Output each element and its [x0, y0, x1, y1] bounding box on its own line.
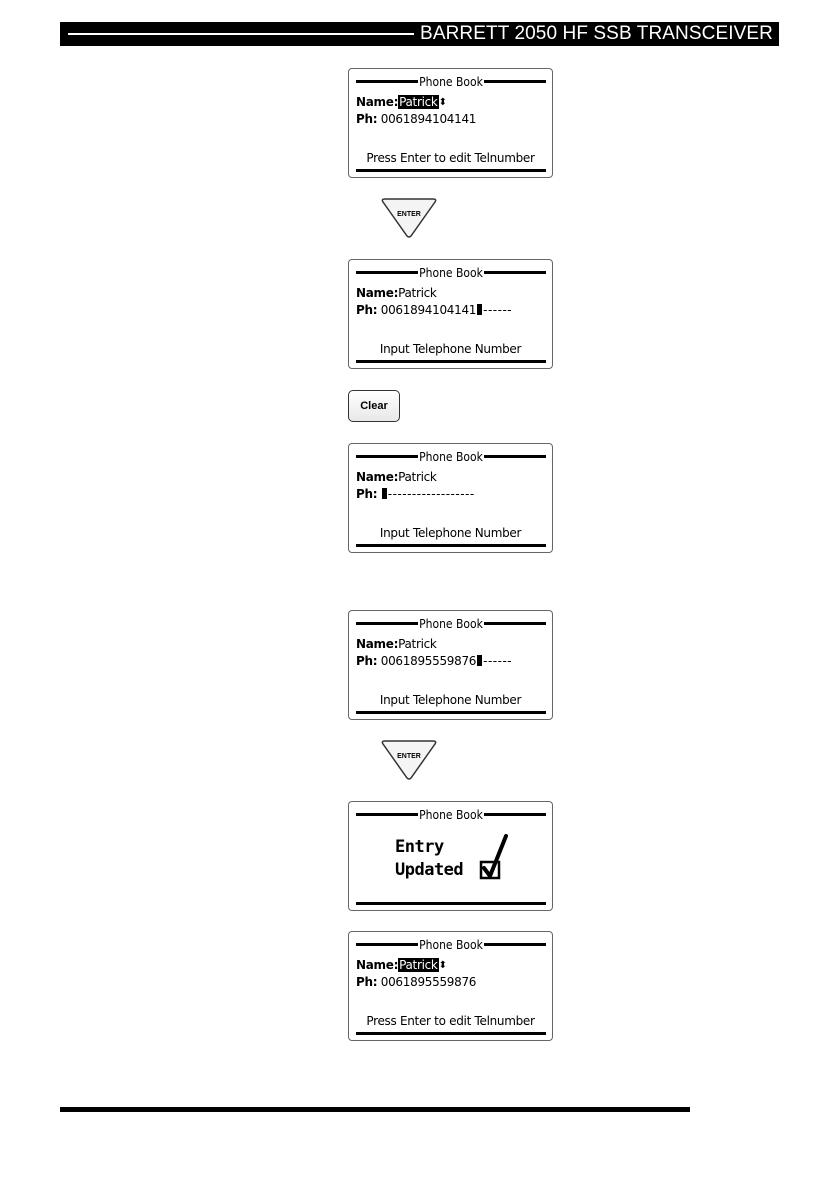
name-label: Name: — [356, 286, 399, 300]
phone-line — [356, 112, 476, 127]
phone-value: 0061894104141 — [380, 303, 477, 317]
text-cursor — [382, 488, 387, 499]
clear-button[interactable]: Clear — [348, 390, 400, 422]
enter-button[interactable] — [380, 740, 438, 780]
enter-button-label: ENTER — [397, 753, 421, 760]
name-value: Patrick — [398, 470, 437, 484]
name-line — [356, 95, 447, 110]
lcd-screen-4 — [348, 610, 553, 720]
screen-message: Input Telephone Number — [379, 526, 522, 540]
ph-label: Ph: — [356, 303, 378, 317]
phone-placeholder-dashes: ------------------ — [387, 487, 475, 501]
name-line — [356, 470, 437, 485]
screen-message: Input Telephone Number — [379, 693, 522, 707]
ph-label: Ph: — [356, 487, 378, 501]
phone-placeholder-dashes: ------ — [483, 654, 513, 668]
bottom-rule — [356, 902, 546, 905]
header-title: BARRETT 2050 HF SSB TRANSCEIVER — [420, 23, 773, 44]
screen-title: Phone Book — [419, 450, 483, 464]
lcd-screen-1 — [348, 68, 553, 178]
screen-title: Phone Book — [419, 617, 483, 631]
phone-value: 0061895559876 — [380, 975, 477, 989]
screen-title: Phone Book — [419, 938, 483, 952]
screen-title-row — [356, 937, 546, 953]
phone-value: 0061894104141 — [380, 112, 477, 126]
phone-line — [356, 303, 512, 318]
ph-label: Ph: — [356, 112, 378, 126]
enter-button-label: ENTER — [397, 211, 421, 218]
name-label: Name: — [356, 95, 399, 109]
up-down-arrow-icon: ⬍ — [438, 97, 447, 108]
name-value-selected: Patrick — [399, 95, 438, 109]
name-value: Patrick — [398, 286, 437, 300]
name-label: Name: — [356, 958, 399, 972]
ph-label: Ph: — [356, 654, 378, 668]
lcd-screen-5 — [348, 801, 553, 911]
entry-updated-line-2: Updated — [395, 860, 464, 880]
bottom-rule — [356, 360, 546, 363]
screen-title: Phone Book — [419, 808, 483, 822]
bottom-rule — [356, 544, 546, 547]
text-cursor — [477, 655, 482, 666]
bottom-rule — [356, 169, 546, 172]
name-value: Patrick — [398, 637, 437, 651]
name-line — [356, 286, 437, 301]
screen-title: Phone Book — [419, 75, 483, 89]
text-cursor — [477, 304, 482, 315]
header-rule — [68, 33, 414, 35]
screen-message: Press Enter to edit Telnumber — [366, 151, 535, 165]
phone-line — [356, 975, 476, 990]
entry-updated-line-1: Entry — [395, 837, 444, 857]
name-label: Name: — [356, 637, 399, 651]
phone-placeholder-dashes: ------ — [483, 303, 513, 317]
screen-message: Input Telephone Number — [379, 342, 522, 356]
phone-value: 0061895559876 — [380, 654, 477, 668]
lcd-screen-2 — [348, 259, 553, 369]
checkmark-icon — [479, 832, 513, 884]
screen-title-row — [356, 74, 546, 90]
screen-title-row — [356, 449, 546, 465]
name-line — [356, 958, 447, 973]
lcd-screen-6 — [348, 931, 553, 1041]
name-label: Name: — [356, 470, 399, 484]
bottom-rule — [356, 1032, 546, 1035]
phone-line — [356, 654, 512, 669]
up-down-arrow-icon: ⬍ — [438, 960, 447, 971]
phone-line — [356, 487, 475, 502]
footer-rule — [60, 1107, 690, 1112]
screen-message: Press Enter to edit Telnumber — [366, 1014, 535, 1028]
name-line — [356, 637, 437, 652]
screen-title-row — [356, 807, 546, 823]
name-value-selected: Patrick — [399, 958, 438, 972]
bottom-rule — [356, 711, 546, 714]
screen-title-row — [356, 616, 546, 632]
screen-title-row — [356, 265, 546, 281]
header-bar — [60, 22, 779, 46]
enter-button[interactable] — [380, 198, 438, 238]
screen-title: Phone Book — [419, 266, 483, 280]
lcd-screen-3 — [348, 443, 553, 553]
ph-label: Ph: — [356, 975, 378, 989]
